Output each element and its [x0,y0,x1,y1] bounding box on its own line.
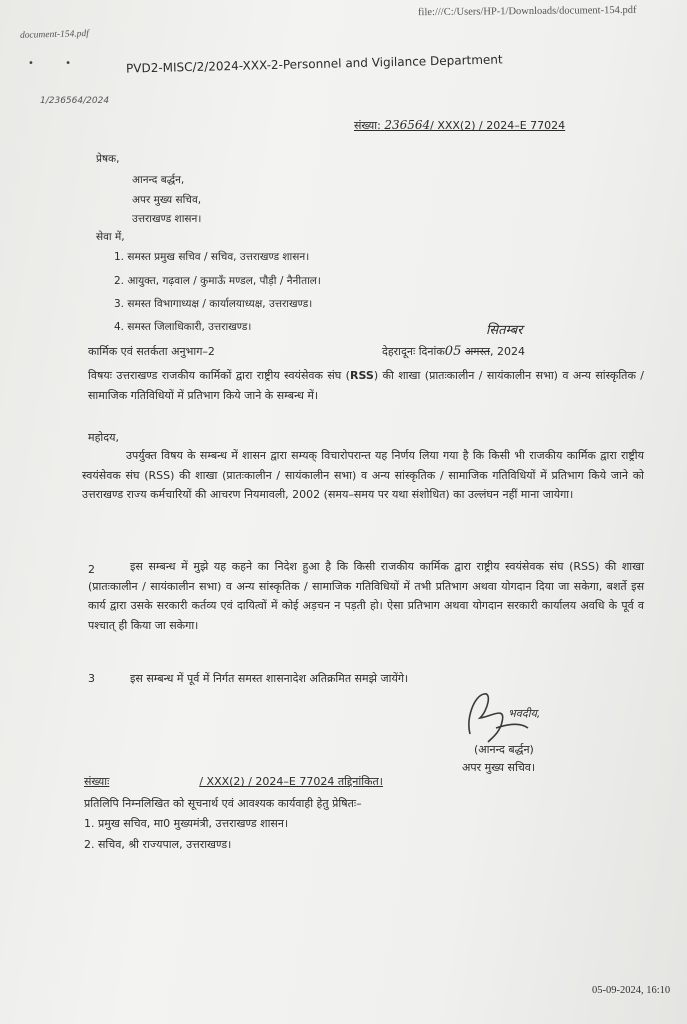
sender-designation: अपर मुख्य सचिव, [132,194,202,206]
year: , 2024 [490,345,525,358]
subject-text-after: ) की शाखा (प्रातःकालीन / सायंकालीन सभा) व अन्य सांस्कृतिक / सामाजिक गतिविधियों में प्रतिभाग किये जाने के सम्बन्ध में। [88,369,645,402]
salutation: महोदय, [88,431,119,444]
print-timestamp: 05-09-2024, 16:10 [592,985,671,996]
month-handwritten: सितम्बर [486,323,523,338]
anubhag-line: कार्मिक एवं सतर्कता अनुभाग–2 [88,345,215,358]
date-handwritten: 05 [444,344,462,359]
sender-org: उत्तराखण्ड शासन। [132,213,202,225]
copy-item: 2. सचिव, श्री राज्यपाल, उत्तराखण्ड। [84,838,232,851]
subject-text: उत्तराखण्ड राजकीय कार्मिकों द्वारा राष्ट्रीय स्वयंसेवक संघ ( [116,369,350,382]
reference-number: 1/236564/2024 [40,96,110,106]
header-file-url: file:///C:/Users/HP-1/Downloads/document-154.pdf [417,4,637,19]
paragraph-3: इस सम्बन्ध में पूर्व में निर्गत समस्त शासनादेश अतिक्रमित समझे जायेंगे। [130,672,409,685]
decorative-dots: • • [28,58,85,69]
header-doc-name: document-154.pdf [19,29,89,41]
recipients-label: सेवा में, [96,231,125,243]
letter-number-handwritten: 236564 [384,118,431,132]
letter-number [354,118,565,133]
sender-name: आनन्द बर्द्धन, [132,174,185,186]
place-date [382,344,525,359]
recipient-item: 1. समस्त प्रमुख सचिव / सचिव, उत्तराखण्ड शासन। [114,251,310,263]
signatory-name: (आनन्द बर्द्धन) [474,743,534,756]
copy-item: 1. प्रमुख सचिव, मा0 मुख्यमंत्री, उत्तराखण्ड शासन। [84,817,289,830]
place-date-prefix: देहरादूनः दिनांक [382,345,445,358]
month-struck: अगस्त [464,345,490,358]
copy-number [84,774,383,789]
subject-bold: RSS [349,369,374,382]
letter-number-rest: / XXX(2) / 2024–E 77024 [430,119,566,132]
signatory-designation: अपर मुख्य सचिव। [462,761,536,774]
letter-number-label: संख्या: [354,119,381,132]
paragraph-1: उपर्युक्त विषय के सम्बन्ध में शासन द्वारा सम्यक् विचारोपरान्त यह निर्णय लिया गया है कि किसी भी राजकीय कार्मिक द्वारा राष्ट्रीय स्वयंसेवक संघ (RSS) की शाखा (प्रातःकालीन / सायंकालीन सभा) व अन्य सांस्कृतिक / सामाजिक गतिविधियों में प्रतिभाग किये जाने को उत्तराखण्ड राज्य कर्मचारियों की आचरण नियमावली, 2002 (समय–समय पर यथा संशोधित) का उल्लंघन नहीं माना जायेगा। [82,449,644,501]
subject-label: विषयः [88,369,112,382]
subject [88,366,644,405]
copy-number-label: संख्याः [84,775,110,788]
recipient-item: 2. आयुक्त, गढ़वाल / कुमाऊँ मण्डल, पौड़ी / नैनीताल। [114,275,321,287]
bhavdiya: भवदीय, [508,707,541,720]
paragraph-number: 3 [88,672,95,685]
copy-intro: प्रतिलिपि निम्नलिखित को सूचनार्थ एवं आवश्यक कार्यवाही हेतु प्रेषितः– [84,797,362,810]
paragraph-number: 2 [88,563,95,576]
department-line: PVD2-MISC/2/2024-XXX-2-Personnel and Vigilance Department [125,52,503,76]
paragraph-2: इस सम्बन्ध में मुझे यह कहने का निदेश हुआ है कि किसी राजकीय कार्मिक द्वारा राष्ट्रीय स्वयंसेवक संघ (RSS) की शाखा (प्रातःकालीन / सायंकालीन सभा) व अन्य सांस्कृतिक / सामाजिक गतिविधियों में तभी प्रतिभाग अथवा योगदान दिया जा सकेगा, बशर्ते इस कार्य द्वारा उसके सरकारी कर्तव्य एवं दायित्वों में कोई अड़चन न पड़ती हो। ऐसा प्रतिभाग अथवा योगदान सरकारी कार्यालय अवधि के पूर्व व पश्चात् ही किया जा सकेगा। [88,560,644,632]
copy-number-rest: / XXX(2) / 2024–E 77024 तद्दिनांकित। [199,775,383,788]
sender-label: प्रेषक, [96,153,120,165]
recipient-item: 4. समस्त जिलाधिकारी, उत्तराखण्ड। [114,321,252,333]
recipient-item: 3. समस्त विभागाध्यक्ष / कार्यालयाध्यक्ष, उत्तराखण्ड। [114,298,313,310]
